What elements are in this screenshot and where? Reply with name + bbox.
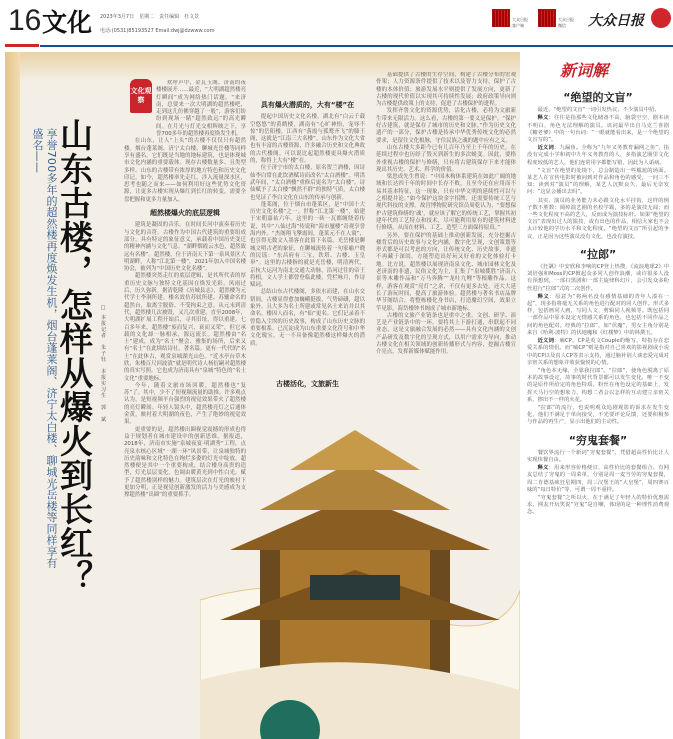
paragraph-text: 《狂飙》中安欣和李响的CP登上热搜，《流浪地球2》中刘培强和Moss的CP掀起众多同人创作浪潮，或许很多人没有预想到，一部扫黑剧和一部主旋律科幻片，会引发众多粉丝进行“拉郎”式的二次创作。 <box>527 264 669 292</box>
entry-heading: “绝望的文盲” <box>563 91 633 104</box>
entry-heading: “拉郎” <box>579 247 617 261</box>
qr-label-app: 大众日报 客户端 <box>512 17 528 28</box>
paragraph <box>527 168 669 197</box>
paragraph-text: “角色本无缘，全靠我拉郎”。“拉郎”，使角色脱离了原本的故事设定，故事的时代背景都可以发生变化，唯一不变的是原作所给定的角色特质，粉丝在角色设定的基础上，发挥天马行空的想象力，构想二者会以怎样的互动建立亲密关系，擦出不一样的火花。 <box>527 367 669 403</box>
paragraph: 山东古楼大多距今已有几百年乃至上千年的历史，在延续过程中也历经了毁灭到新生的多次蜕变。因此，要格外重视古楼的保护与修缮，只有将古建筑保存下来才能体现出其历史、艺术、科学的价值。 <box>376 144 516 173</box>
date-editor-line: 2023年3月7日 星期二 责任编辑 杜文景 <box>100 14 200 20</box>
paragraph <box>527 198 669 241</box>
paragraph-text: 最近，“绝望的文盲”一词引发热议，不少演员中招。 <box>537 107 660 114</box>
glossary-entries <box>527 84 669 739</box>
paragraph: 建筑是凝固的音乐。在时间长河中演奏着历史与文化的音符。古楼作为中国古代建筑的重要组成部分，具有特定的象征意义，承载着中国历史变迁的精神内涵与文化气息。“湖畔烟霞云水色，超然致远有名楼”。超然楼，位于济南天下第一泉风景区大明湖畔，人称“江北第一楼”，2021年加入中国名楼协会，被列为“中国历史文化名楼”。 <box>124 222 246 273</box>
paragraph-text: ：九漏鱼。全称为“九年义务教育漏网之鱼”，指没有完成小学和初中九年义务教育的人，多指演艺圈里文化程度较低的艺人，他们连常用字都能写错，因此为人诟病。 <box>527 145 669 166</box>
page-number: 16 <box>8 4 42 37</box>
label: 近义词 <box>537 338 555 345</box>
article-column-2 <box>250 96 365 374</box>
qr-code-app[interactable] <box>492 9 510 27</box>
glossary-entry <box>527 433 669 517</box>
subheading: 古楼活化，文旅新生 <box>276 380 339 388</box>
byline: □ 本报记者 朱子钰 本报实习生 郭 斌 <box>100 305 106 423</box>
paragraph: 在山东，让人“上头”的古楼不仅仅只有超然楼。烟台蓬莱阁、济宁太白楼、聊城光岳楼等同样享有盛名。它们既是当地的地标建筑，也是体现城市文化内涵的重要载体。现存古楼数量多、且类型多样。山东的古楼带有浓厚的地方特色和历史文化印记。如今，超然楼率先走红，涉入流量深水区，思考也随之而来——如何利用好这些优势文化资源，让更多古楼实现从爆红到长红的转变，需要全盘把握和更多力量加入。 <box>124 138 246 203</box>
subheading: 超然楼爆火的底层逻辑 <box>150 209 220 218</box>
paragraph-text: 餐饮界流行一个新词“穷鬼套餐”，凭借超高性价比让人实现快餐自由。 <box>527 449 669 463</box>
paragraph-text: 其实，演员的业务能力未必跟文化水平挂钩，这样的例子数不胜数：阔绰演艺圈的名校学霸，多的是演技无闻；而一些文化程度不高的艺人，反而成为演技标杆。如果“绝望的文盲”表现出过人的演技，或有出色的作品，相信大家也不会太计较他的学历水平和文化程度。“绝望的文盲”所引起的争议，正是因为这些演员没有文化，也没有演技。 <box>527 197 669 240</box>
paragraph <box>527 465 669 494</box>
paragraph <box>527 107 669 114</box>
glossary-entry <box>527 91 669 241</box>
paragraph-text: ：原意为“将两名没有感情基础的青年人凑在一起”，现多指将毫无关系的角色进行配对的同人创作。形式多样，包括画同人画，写同人文、剪辑同人视频等。既包括同一部作品中原本设定无情感关系的角色，也包括不同作品之间的角色配对。经典的“拉郎”，如“伏魔”，男女主角分别是来自《哈利·波特》的伏地魔和《红楼梦》中的林黛玉。 <box>527 293 669 336</box>
paragraph-text: ：往往是指那些文化储备不高，脑袋空空，剧本读不明白，角色无法理解的演员。该词最早出自马克兰喜剧《糖老爹》中的一句台词：“一眼就能看出来，是一个绝望的文盲写的”。 <box>527 115 669 144</box>
paragraph: 更重要的是，超然楼出圈视觉震撼的形成也得益于规划者在城市建设中的创新思维。据报道，2018年，济南市实施“泉城夜宴·明湖秀”工程，点亮泉水核心区域“一湖一环”风景带，让泉城独特的历史韵味和文化特色在绚烂多姿的灯光中绽放。超然楼便是其中一个重要构成，结合楼身高贵的造型，灯光层层变化，色调由暖黄光到中性白光，赋予了超然楼别样的魅力。建筑层次在灯光的映衬下更加分明，正是视觉创新激发的活力与美感成为支撑超然楼“出圈”的重要抓手。 <box>124 426 246 499</box>
paragraph: 古楼的文旅产业链条也是重中之重。文创、研学、演艺是产业链条中的一环，要将其上下游打通，串联起不同业态，这是文旅融合发展的必然——具有文化内涵的文创产品研发及数字化的呈现方式，以用户需求为导向，推动古楼文化在相关领域的创新传播形式与内容，挖掘古楼宣介亮点，发挥新媒体赋能作用。 <box>376 312 516 356</box>
blue-rule <box>40 45 673 47</box>
label: 近义词 <box>537 145 554 152</box>
logo-emblem-icon <box>651 8 671 28</box>
paragraph: 发挥齐鲁文化的资源优势，活化古楼，必将为文旅新生带来无限活力。这么看，古楼的第一要义是保护。“保护好古建筑，就是保存了城市的历史和文脉。”作为历史文化遗产的一部分，保护古楼是传承中华优秀传统文化的必然要求，是留住文化根脉，守住民族之魂的题中应有之义。 <box>376 108 516 144</box>
paragraph <box>527 145 669 167</box>
paragraph: 梁思成先生曾说：“中国木构体系建筑在如此广阔的地域和长达四千年的时间中长存不败，且至今还在应用而不易其基本特征，这一现象，只有中华文明的延续性可以与之相提并论。”如今保护这块金字招牌，还需要传统工艺与现代科技的支撑。故宫博物院研究馆员周乾认为，“要想保护古建筑修缮的‘魂’，就应该了解它的传统工艺，掌握其初建年代的工艺特点和技术，尽可能利用原有的建筑材料进行修缮，从而在材料、工艺、造型三方面保持原真。” <box>376 174 516 232</box>
paragraph <box>527 294 669 337</box>
paragraph-text: ：嗑CP。CP是英文Couple的缩写，特指存在恋爱关系的情侣。而“嗑CP”则是指对自己喜欢的影视剧或小说中的CP以及真人CP等表示支持，通过脑补别人谈恋爱完成对亲密关系的想象并收获愉悦的心情。 <box>527 338 669 366</box>
newspaper-logo: 大众日报 <box>588 13 644 29</box>
paragraph: 提起中国历史文化名楼，湖北有“白云千载空悠悠”的黄鹤楼，湖南有“心旷神怡，宠辱不惊”的岳阳楼，江西有“落霞与孤鹜齐飞”的滕王阁，这就是“江南三大名楼”。山东作为文化大省也有丰富的古楼资源，许多融合历史和文化典故的古代楼阁。可以说比起超然楼更具爆火潜质的，称得上大有“楼”在。 <box>250 114 365 165</box>
paragraph: 另外，要在保护的基础上推动创新发展，充分挖掘古楼背后的历史故事与文化内涵，数字化呈现，文创策划等形式都是可以考虑的方向，让传统文化、历史故事，非遗不再藏于深闺，方能塑造出好玩又好看的文化体验打卡地。比方说，超然楼以展现济南泉文化、城市园林文化及老济南的非遗，民俗文化为主，汇集了“泉城揽胜”济南八景等木雕作品和“万马奔腾”“龙吐九鲤”等根雕作品。这样，游客在观赏“亮灯”之余，不仅有更多去处，还大大延长了游玩时间，提高了旅游体验。超然楼与著名书店品牌华节阁结合，将整栋楼化身书店，打造魔幻空间，效果立竿见影，海岱楼钟书阁成了城市新地标。 <box>376 232 516 312</box>
paragraph <box>527 495 669 517</box>
paragraph: 基础提供了古楼的生存空间，构建了古楼分布的宏观骨架；人力资源条件提供了技术以及智力支持，保护了古楼的本体价值；旅游发展水平则提供了发展方向，更新了古楼的现代价值以实现其可持续性发展；政府政策导向则为古楼提供政策上的支持，促进了古楼保护的进程。 <box>376 72 516 108</box>
paragraph: 今年，随着文旅市场回暖，超然楼也“复苏”了。其中，少不了短视频流量的助推。许多观点认为，是短视频平台强烈的视觉效果带火了超然楼的亮灯瞬间。年轻人镜头中，超然楼亮灯之后通体金黄，映衬着大明湖的夜色，产生了绝妙的视觉效果。 <box>124 382 246 426</box>
paragraph <box>527 264 669 293</box>
section-title: 文化 <box>42 8 93 37</box>
paragraph-text: “文盲”在绝望的处境下，总会制造出一些尴尬的场面。某艺人在宣传电影时被问到对作品和角色的感受，一问三不知；读到对“演员”的理解，某艺人沉默良久，最后无奈发问：“这显会播出去吗”。 <box>527 167 669 196</box>
feature-headline: 山东古楼，怎样从爆火到长红？ <box>55 118 94 594</box>
paragraph <box>527 450 669 464</box>
paragraph <box>527 115 669 144</box>
culture-observation-stamp: 文化观察 <box>130 79 152 113</box>
paragraph: 总结山东古代楼阁，多依水而建，在山水交错间，古楼显得愈加巍峨挺拔，气势磅礴，超以象外。且大多为名士所建或常见名士来访并以其命名。楼因人而名，有“仙”更名。它们记录着不曾隐入尘埃的历史故事，构成了山东历史文脉的重要根系。已沉淀成为山东重要文化符号和中华文化瑰宝。无一不具备像超然楼这样爆火的潜质。 <box>250 289 365 347</box>
glossary-title: 新词解 <box>560 61 609 80</box>
qr-label-wechat: 大众日报 微信 <box>558 17 574 28</box>
label: 释义 <box>537 293 550 300</box>
paragraph: 欢呼声中，金瓦玉阁、济南的夜楼楼展开……最近，“大明湖超然楼亮灯瞬间”成为网络热门话题。“来济南，总要来一次大明湖的超然楼吧，走到这儿仿佛穿越了一般”，游客们纷纷到现场一睹“超然致远”的高光瞬间。在月光与灯光交相辉映之下，享誉700多年的超然楼再度焕发生机。 <box>156 80 246 138</box>
subheading: 具有爆火潜质的，大有“楼”在 <box>260 101 355 109</box>
paragraph-text: “穷鬼套餐”之所以火，在于满足了年轻人的特价优惠需求，网友开玩笑说“穷鬼”是自嘲，体现的是一种理性消费观念。 <box>527 494 669 516</box>
paragraph: 超然楼突然走红的底层逻辑，是其所代表的厚重历史文脉与独特文化基因在焕发光彩。风雨过后，历久弥新。据清乾隆《历城县志》，超然楼为元代学士李泂所建。楼名效仿苏轼所建、苏辙命名的超然台，取离尘脱俗、不受拘束之意。从元末到清代，超然楼几次被毁，又几次重建。直至2008年，大明湖扩展工程开始后，寻其旧址，得以重建。七百多年来，超然楼“废而复兴，衰而又荣”，但它承载的文化却一脉相承，源远流长。超然楼由“名士”建成，成为“名士”聚会、雅集的场所，后来又有“名士”在此续结诗社，著名篇。更有一代代的“名士”在此休古，观赏泉城湖光山色。“近水亭台草木欣，朱楼百尺回波濆”就是明代诗人杨衍嗣对超然楼的真实写照。它也成为济南具有“泉城”特色的“名士文化”重要地标。 <box>124 273 246 382</box>
paragraph-text: “拉郎”的流行，也说明观众追剧观影的诉求在发生变化，他们不满足于单向接受，不光要评论反馈，还要积极参与作品的再生产，显示出他们的主动性。 <box>527 404 669 426</box>
paragraph <box>527 338 669 367</box>
paragraph <box>527 405 669 427</box>
chaoran-tower-photo <box>200 400 520 739</box>
label: 释义 <box>537 465 549 472</box>
red-rule <box>5 44 39 47</box>
entry-heading: “穷鬼套餐” <box>568 433 628 447</box>
qr-code-wechat[interactable] <box>538 9 556 27</box>
contact-line: 电话:(0531)85193527 Email:dwj@dzwww.com <box>100 28 215 34</box>
glossary-entry <box>527 247 669 427</box>
paragraph: 位于济宁市的太白楼，原名贺兰酒楼，因诗仙李白常在此饮酒赋诗而改名“太白酒楼”。明洪武年间，“太白酒楼”重修后更名为“太白楼”。诗仙赋予了太白楼“飘然不群”的独特气质，太白楼也见证了李白文化在山东的传承与创新。 <box>250 165 365 201</box>
decorative-border <box>5 52 20 739</box>
feature-subtitle: 享誉700多年的超然楼再度焕发生机，烟台蓬莱阁、济宁太白楼、聊城光岳楼等同样享有盛名—— <box>31 128 58 568</box>
label: 释义 <box>537 115 549 122</box>
paragraph: 蓬莱阁，位于烟台市蓬莱区，是“中国十大历史文化名楼”之一。世称“江北第一楼”，始建于宋朝嘉祐六年。这里的一砖一瓦都缠绕着传说，其中“八仙过海”传说和“海市蜃楼”奇观享誉海内外。“杰阁翔飞擎霞间，蓬莱元不在人寰”，也引得无数文人墨客在此留下名篇。光岳楼是聊城文明古老的象征，在聊城流传着一句家喻户晓的民谣：“东昌府有三宝，铁塔、古楼、玉皇皋”。这里的古楼指的就是光岳楼，明清两代，京杭大运河为南北交通大动脉，沿河过往的帝王将相，文人学士都曾登临此楼，凭栏咏月，作诗赋词。 <box>250 201 365 289</box>
paragraph-text: ：用来形容价格便宜、高性价比的套餐组合。有网友总结了穷鬼的一周菜单，分别是周一麦当劳的穷鬼套餐，周二肯德基疯狂星期四，周三汉堡王的“大皇堡”，周四赛百味的“每日特价”等，可谓一周不重样。 <box>527 465 669 493</box>
paragraph <box>527 368 669 404</box>
